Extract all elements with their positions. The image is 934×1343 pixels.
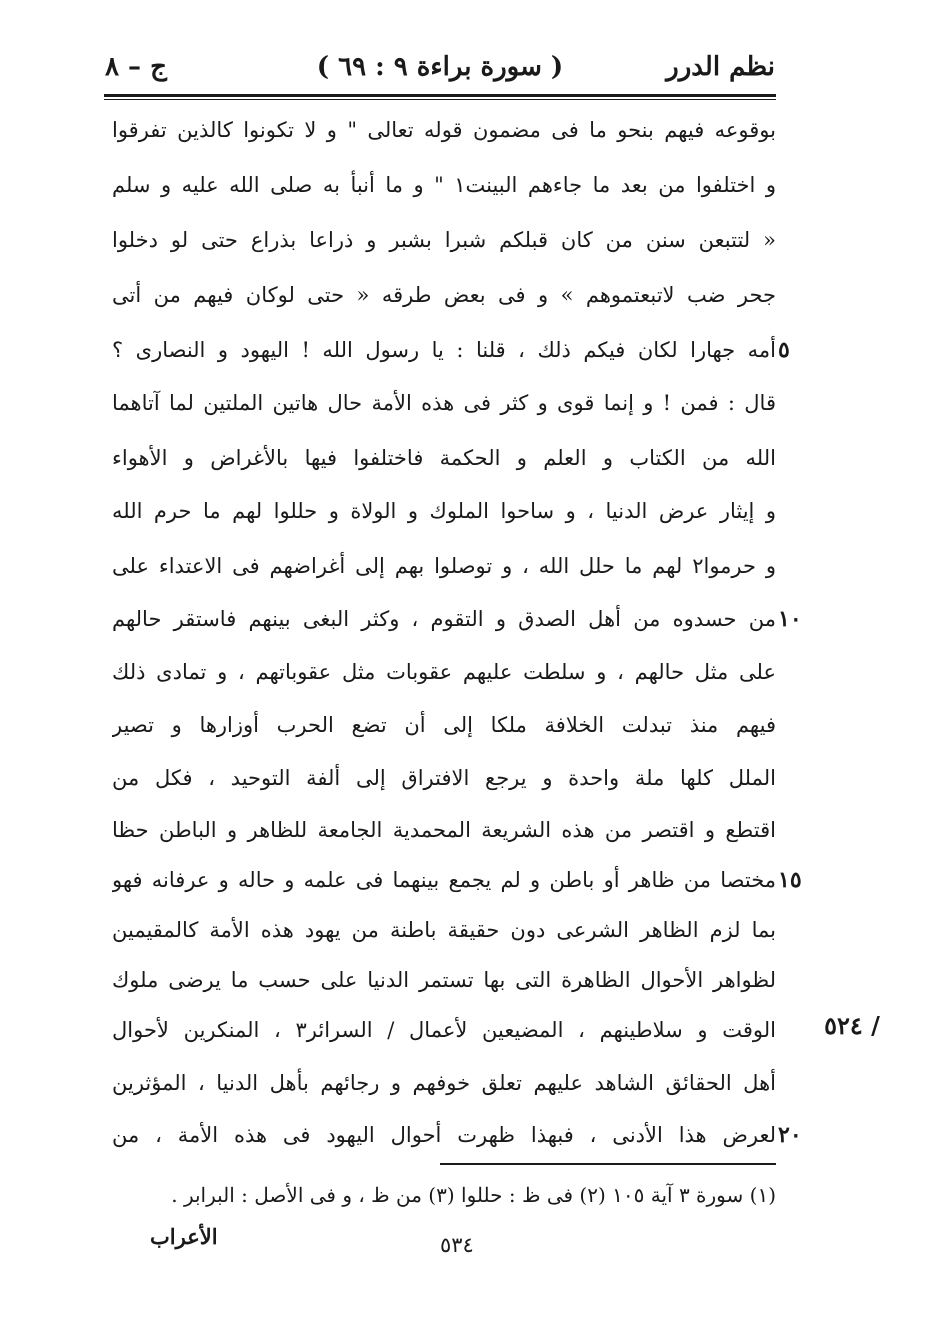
volume-number: ج – ٨ xyxy=(105,52,167,82)
text-line: مختصا من ظاهر أو باطن و لم يجمع بينهما فى علمه و حاله و عرفانه فهو xyxy=(112,868,776,892)
text-line: بوقوعه فيهم بنحو ما فى مضمون قوله تعالى " و لا تكونوا كالذين تفرقوا xyxy=(112,118,776,142)
footnote-rule xyxy=(440,1163,776,1165)
text-line: بما لزم الظاهر الشرعى دون حقيقة باطنة من يهود هذه الأمة كالمقيمين xyxy=(112,918,776,942)
text-line: الله من الكتاب و العلم و الحكمة فاختلفوا فيها بالأغراض و الأهواء xyxy=(112,446,776,470)
text-line: « لتتبعن سنن من كان قبلكم شبرا بشبر و ذراعا بذراع حتى لو دخلوا xyxy=(112,228,776,252)
line-number: ١٥ xyxy=(778,867,802,893)
text-line: قال : فمن ! و إنما قوى و كثر فى هذه الأمة حال هاتين الملتين لما آتاهما xyxy=(112,391,776,415)
line-number: ٥ xyxy=(778,337,790,363)
text-line: أمه جهارا لكان فيكم ذلك ، قلنا : يا رسول الله ! اليهود و النصارى ؟ xyxy=(112,338,776,362)
text-line: و حرموا٢ لهم ما حلل الله ، و توصلوا بهم إلى أغراضهم فى الاعتداء على xyxy=(112,554,776,578)
text-line: فيهم منذ تبدلت الخلافة ملكا إلى أن تضع الحرب أوزارها و تصير xyxy=(112,713,776,737)
text-line: من حسدوه من أهل الصدق و التقوم ، وكثر البغى بينهم فاستقر حالهم xyxy=(112,607,776,631)
text-line: الملل كلها ملة واحدة و يرجع الافتراق إلى ألفة التوحيد ، فكل من xyxy=(112,766,776,790)
text-line: و إيثار عرض الدنيا ، و ساحوا الملوك و الولاة و حللوا لهم ما حرم الله xyxy=(112,499,776,523)
footnote: (١) سورة ٣ آية ١٠٥ (٢) فى ظ : حللوا (٣) من ظ ، و فى الأصل : البرابر . xyxy=(171,1183,776,1207)
text-line: الوقت و سلاطينهم ، المضيعين لأعمال / السرائر٣ ، المنكرين لأحوال xyxy=(112,1018,776,1042)
header-rule-thin xyxy=(104,99,776,100)
text-line: لظواهر الأحوال الظاهرة التى بها تستمر الدنيا على حسب ما يرضى ملوك xyxy=(112,968,776,992)
text-line: جحر ضب لاتبعتموهم » و فى بعض طرقه « حتى لوكان فيهم من أتى xyxy=(112,283,776,307)
text-line: و اختلفوا من بعد ما جاءهم البينت١ " و ما أنبأ به صلى الله عليه و سلم xyxy=(112,173,776,197)
line-number: ١٠ xyxy=(778,606,802,632)
margin-page-reference: ٥٢٤ / xyxy=(824,1011,880,1040)
running-header xyxy=(105,52,775,92)
surah-reference: ( سورة براءة ٩ : ٦٩ ) xyxy=(316,52,564,82)
text-line: أهل الحقائق الشاهد عليهم تعلق خوفهم و رجائهم بأهل الدنيا ، المؤثرين xyxy=(112,1071,776,1095)
text-line: على مثل حالهم ، و سلطت عليهم عقوبات مثل عقوباتهم ، و تمادى ذلك xyxy=(112,660,776,684)
line-number: ٢٠ xyxy=(778,1122,802,1148)
catchword: الأعراب xyxy=(150,1224,218,1249)
text-line: لعرض هذا الأدنى ، فبهذا ظهرت أحوال اليهود فى هذه الأمة ، من xyxy=(112,1123,776,1147)
page-number: ٥٣٤ xyxy=(440,1233,474,1257)
book-title: نظم الدرر xyxy=(666,52,775,82)
header-rule-thick xyxy=(104,94,776,97)
text-line: اقتطع و اقتصر من هذه الشريعة المحمدية الجامعة للظاهر و الباطن حظا xyxy=(112,818,776,842)
